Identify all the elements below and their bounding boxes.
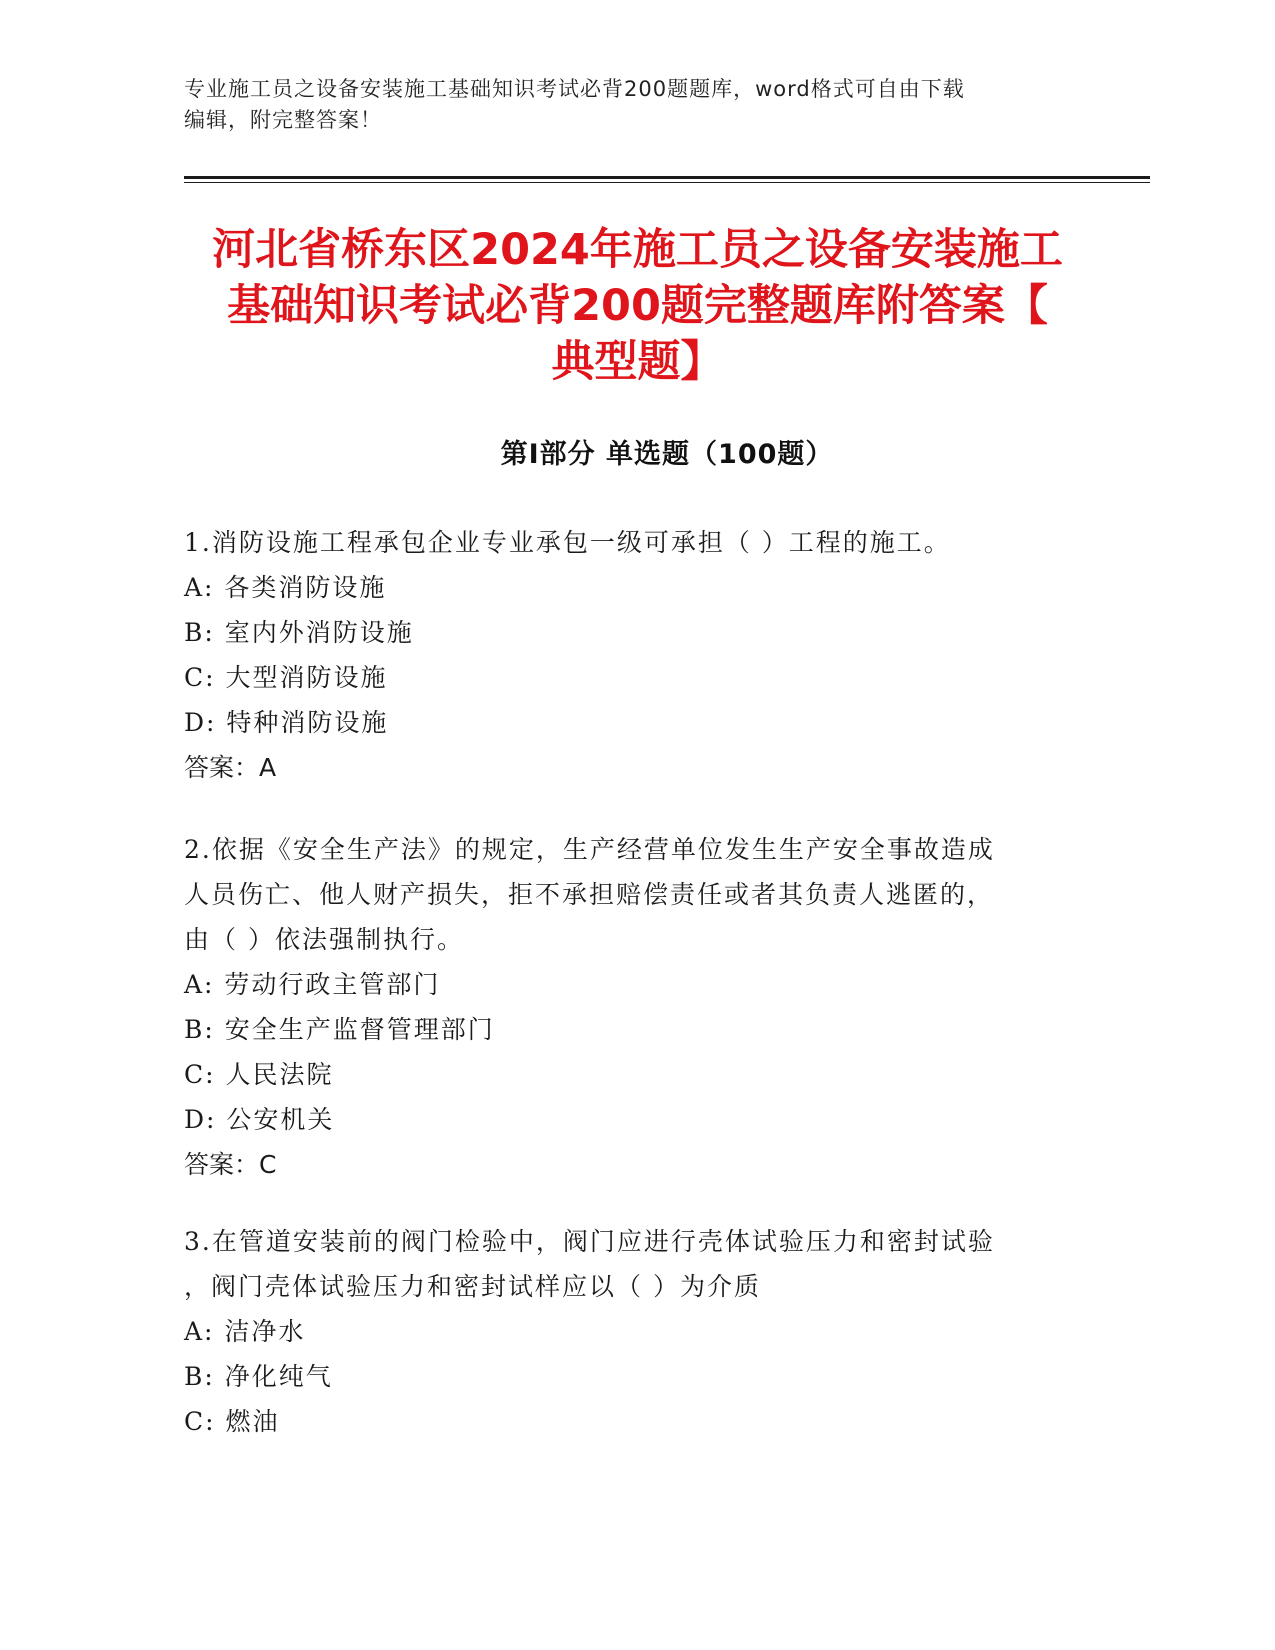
option-b: B: 安全生产监督管理部门 [184,1015,495,1044]
question-item [184,827,1064,1187]
title-line: 河北省桥东区2024年施工员之设备安装施工 [212,225,1063,275]
option-a: A: 劳动行政主管部门 [184,970,441,999]
section-heading: 第Ⅰ部分 单选题（100题） [500,439,834,470]
question-item [184,520,1064,790]
document-title [150,222,1125,390]
option-c: C: 大型消防设施 [184,663,388,692]
header-note-line: 专业施工员之设备安装施工基础知识考试必背200题题库，word格式可自由下载 [184,77,965,101]
header-note [184,74,1084,136]
option-c: C: 人民法院 [184,1060,334,1089]
answer-line: 答案：C [184,1150,277,1179]
header-divider-thin [184,182,1150,183]
title-line: 基础知识考试必背200题完整题库附答案【 [227,281,1048,331]
question-stem: 人员伤亡、他人财产损失，拒不承担赔偿责任或者其负责人逃匿的， [184,880,995,909]
header-divider [184,176,1150,179]
question-stem: 2.依据《安全生产法》的规定，生产经营单位发生生产安全事故造成 [184,835,995,864]
title-line: 典型题】 [551,337,724,387]
question-stem: ，阀门壳体试验压力和密封试样应以（ ）为介质 [184,1272,761,1301]
option-a: A: 洁净水 [184,1317,306,1346]
header-note-line: 编辑，附完整答案！ [184,108,382,132]
option-b: B: 净化纯气 [184,1362,333,1391]
option-c: C: 燃油 [184,1407,280,1436]
question-stem: 1.消防设施工程承包企业专业承包一级可承担（ ）工程的施工。 [184,528,951,557]
option-b: B: 室内外消防设施 [184,618,414,647]
option-d: D: 公安机关 [184,1105,335,1134]
question-stem: 3.在管道安装前的阀门检验中，阀门应进行壳体试验压力和密封试验 [184,1227,995,1256]
option-a: A: 各类消防设施 [184,573,387,602]
question-item [184,1219,1064,1444]
question-stem: 由（ ）依法强制执行。 [184,925,464,954]
option-d: D: 特种消防设施 [184,708,389,737]
answer-line: 答案：A [184,753,277,782]
